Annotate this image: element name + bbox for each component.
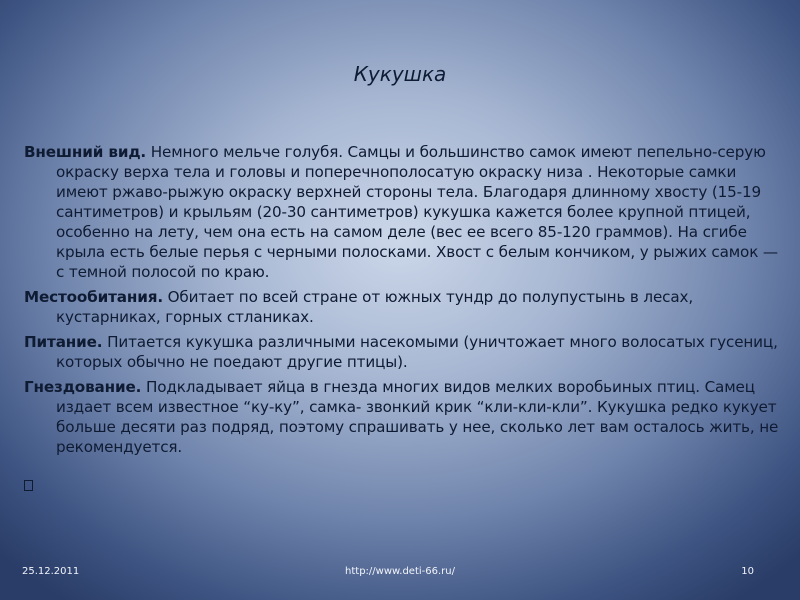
section-heading: Гнездование. <box>24 378 142 396</box>
section-text: Подкладывает яйца в гнезда многих видов мелких воробьиных птиц. Самец издает всем известное “ку-ку”, самка- звонкий крик “кли-кли-кли”. Кукушка редко кукует больше десяти раз подряд, поэтому спрашивать у нее, сколько лет вам осталось жить, не рекомендуется. <box>56 378 779 456</box>
section-habitat <box>24 287 790 327</box>
section-heading: Питание. <box>24 333 103 351</box>
section-text: Немного мельче голубя. Самцы и большинство самок имеют пепельно-серую окраску верха тела и головы и поперечнополосатую окраску низа . Некоторые самки имеют ржаво-рыжую окраску верхней стороны тела. Благодаря длинному хвосту (15-19 сантиметров) и крыльям (20-30 сантиметров) кукушка кажется более крупной птицей, особенно на лету, чем она есть на самом деле (вес ее всего 85-120 граммов). На сгибе крыла есть белые перья с черными полосками. Хвост с белым кончиком, у рыжих самок — с темной полосой по краю. <box>56 143 778 281</box>
section-appearance <box>24 142 790 282</box>
section-heading: Местообитания. <box>24 288 163 306</box>
slide-title: Кукушка <box>353 62 447 86</box>
empty-bullet-icon <box>24 480 33 491</box>
footer-url[interactable]: http://www.deti-66.ru/ <box>345 566 455 577</box>
section-text: Обитает по всей стране от южных тундр до полупустынь в лесах, кустарниках, горных стланиках. <box>56 288 694 326</box>
page-number: 10 <box>741 566 754 577</box>
footer-date: 25.12.2011 <box>22 566 80 577</box>
section-diet <box>24 332 790 372</box>
section-heading: Внешний вид. <box>24 143 147 161</box>
section-text: Питается кукушка различными насекомыми (уничтожает много волосатых гусениц, которых обычно не поедают другие птицы). <box>56 333 778 371</box>
slide-content <box>24 142 790 462</box>
section-nesting <box>24 377 790 457</box>
